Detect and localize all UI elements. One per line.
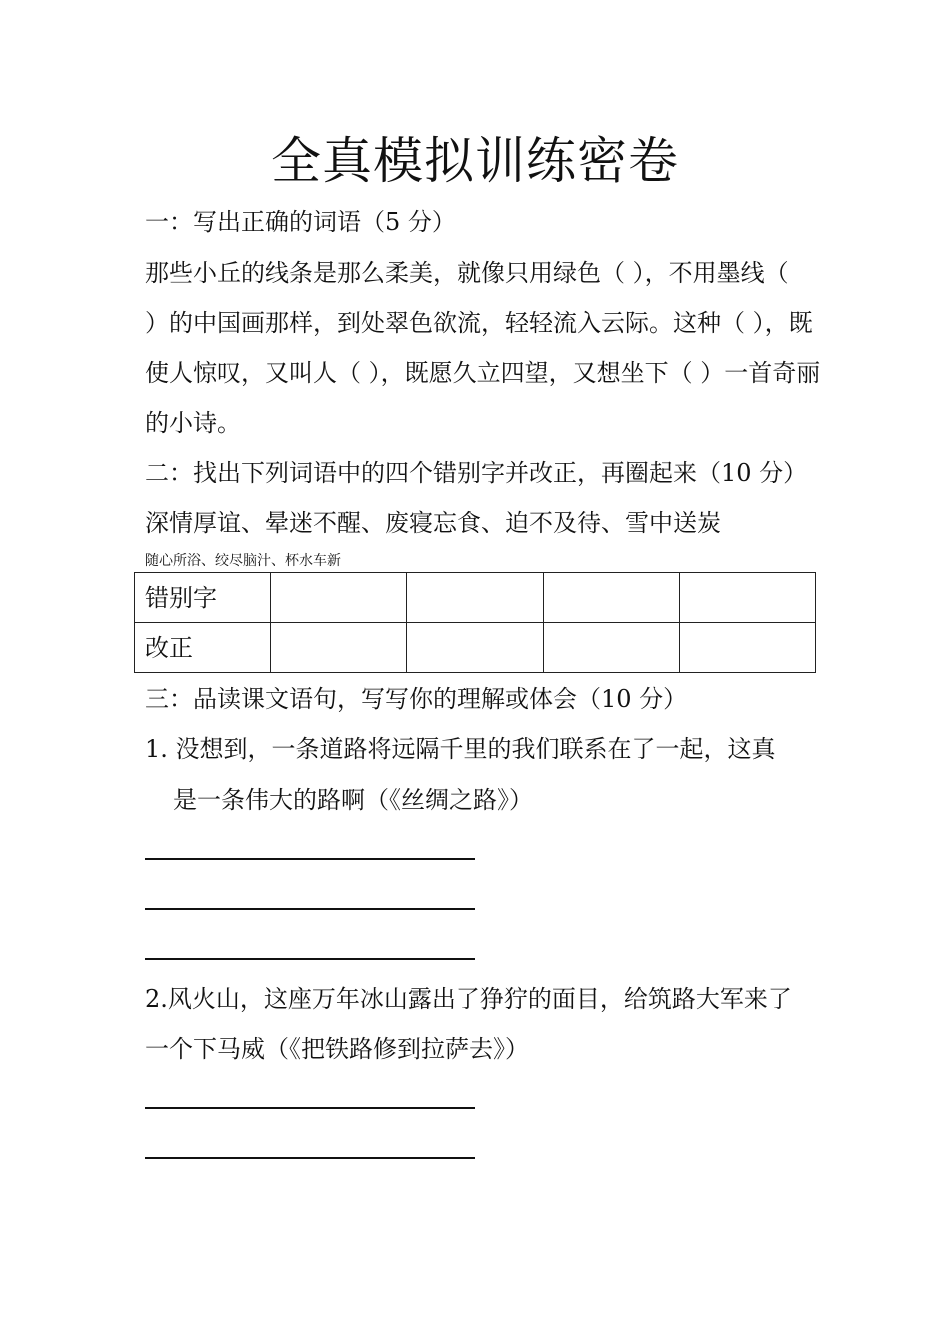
question2-line: 2.风火山，这座万年冰山露出了狰狞的面目，给筑路大军来了 (145, 985, 792, 1013)
section2-heading: 二：找出下列词语中的四个错别字并改正，再圈起来（10 分） (145, 459, 808, 487)
answer-line[interactable] (145, 1107, 475, 1109)
section2-words-line: 深情厚谊、晕迷不醒、废寝忘食、迫不及待、雪中送炭 (145, 509, 721, 537)
correction-cell[interactable] (679, 623, 815, 673)
answer-line[interactable] (145, 908, 475, 910)
table-row (135, 573, 816, 623)
answer-line[interactable] (145, 1157, 475, 1159)
correction-label: 改正 (135, 623, 271, 673)
section1-text-line: 使人惊叹，又叫人（ ），既愿久立四望，又想坐下（ ）一首奇丽 (145, 359, 821, 387)
wrong-char-cell[interactable] (407, 573, 543, 623)
answer-line[interactable] (145, 958, 475, 960)
wrong-char-label: 错别字 (135, 573, 271, 623)
table-row (135, 623, 816, 673)
section1-heading: 一：写出正确的词语（5 分） (145, 208, 456, 236)
section1-text-line: 那些小丘的线条是那么柔美，就像只用绿色（ ），不用墨线（ (145, 259, 789, 287)
correction-cell[interactable] (407, 623, 543, 673)
wrong-char-cell[interactable] (679, 573, 815, 623)
wrong-char-cell[interactable] (543, 573, 679, 623)
question1-line: 1. 没想到，一条道路将远隔千里的我们联系在了一起，这真 (145, 735, 776, 763)
section1-text-line: 的小诗。 (145, 409, 241, 437)
section3-heading: 三：品读课文语句，写写你的理解或体会（10 分） (145, 685, 688, 713)
page-title: 全真模拟训练密卷 (271, 132, 679, 190)
section2-words-line-small: 随心所浴、绞尽脑汁、杯水车新 (145, 553, 341, 569)
section1-text-line: ）的中国画那样，到处翠色欲流，轻轻流入云际。这种（ ），既 (145, 309, 813, 337)
wrong-char-cell[interactable] (271, 573, 407, 623)
correction-table (134, 572, 816, 673)
question2-line: 一个下马威（《把铁路修到拉萨去》） (145, 1035, 529, 1063)
correction-cell[interactable] (543, 623, 679, 673)
correction-cell[interactable] (271, 623, 407, 673)
answer-line[interactable] (145, 858, 475, 860)
question1-line: 是一条伟大的路啊（《丝绸之路》） (173, 786, 533, 814)
